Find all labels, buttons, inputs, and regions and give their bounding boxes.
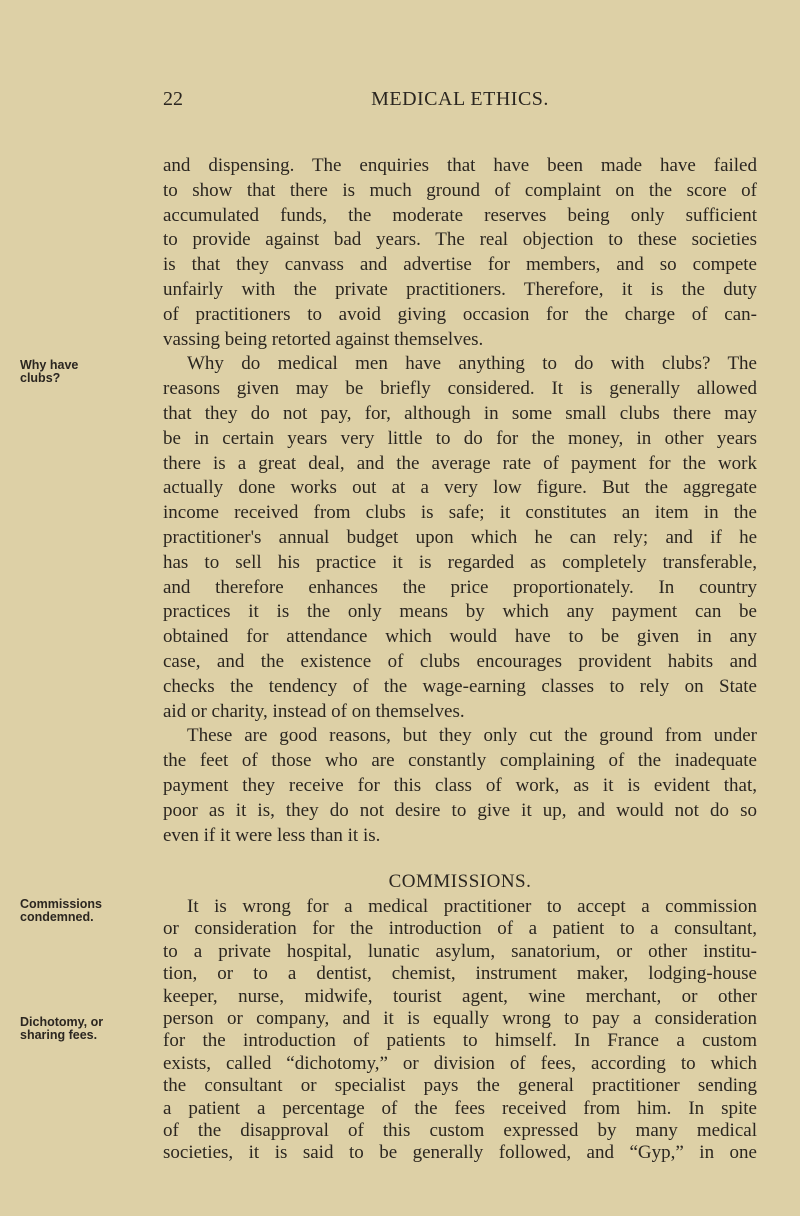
text-line: is that they canvass and advertise for members, and so compete [163, 254, 757, 276]
text-line: that they do not pay, for, although in some small clubs there may [163, 402, 757, 424]
text-line: It is wrong for a medical practitioner to accept a commission [187, 896, 757, 917]
text-line: income received from clubs is safe; it constitutes an item in the [163, 502, 757, 524]
text-line: person or company, and it is equally wrong to pay a consideration [163, 1007, 757, 1029]
text-line: These are good reasons, but they only cut the ground from under [187, 725, 757, 747]
running-title: MEDICAL ETHICS. [371, 88, 549, 110]
text-line: poor as it is, they do not desire to give it up, and would not do so [163, 799, 757, 821]
text-line: obtained for attendance which would have to be given in any [163, 626, 757, 648]
body-text-block-1 [163, 154, 757, 848]
text-line: payment they receive for this class of work, as it is evident that, [163, 774, 757, 796]
text-line: Why do medical men have anything to do with clubs? The [187, 353, 757, 375]
text-line: even if it were less than it is. [163, 824, 381, 846]
margin-note-commissions-condemned: Commissions condemned. [20, 897, 102, 924]
text-line: be in certain years very little to do for the money, in other years [163, 427, 757, 449]
text-line: of the disapproval of this custom expressed by many medical [163, 1119, 757, 1141]
text-line: there is a great deal, and the average rate of payment for the work [163, 452, 757, 474]
text-line: accumulated funds, the moderate reserves being only sufficient [163, 204, 757, 226]
text-line: exists, called “dichotomy,” or division of fees, according to which [163, 1052, 757, 1074]
text-line: and dispensing. The enquiries that have been made have failed [163, 155, 757, 176]
text-line: reasons given may be briefly considered. It is generally allowed [163, 378, 757, 400]
running-header [163, 88, 757, 114]
text-line: aid or charity, instead of on themselves. [163, 700, 465, 722]
text-line: practitioner's annual budget upon which he can rely; and if he [163, 526, 757, 548]
text-line: the consultant or specialist pays the general practitioner sending [163, 1075, 757, 1097]
text-line: of practitioners to avoid giving occasion for the charge of can- [163, 303, 757, 325]
margin-note-why-have-clubs: Why have clubs? [20, 358, 79, 385]
page-number: 22 [163, 88, 183, 110]
section-heading-wrap [163, 870, 757, 895]
text-line: vassing being retorted against themselves. [163, 328, 484, 350]
text-line: case, and the existence of clubs encourages provident habits and [163, 650, 757, 672]
text-line: practices it is the only means by which any payment can be [163, 601, 757, 623]
text-line: checks the tendency of the wage-earning classes to rely on State [163, 675, 757, 697]
text-line: societies, it is said to be generally followed, and “Gyp,” in one [163, 1142, 757, 1164]
text-line: has to sell his practice it is regarded as completely transferable, [163, 551, 757, 573]
margin-note-dichotomy: Dichotomy, or sharing fees. [20, 1015, 104, 1042]
text-line: and therefore enhances the price proportionately. In country [163, 576, 757, 598]
text-line: to show that there is much ground of complaint on the score of [163, 179, 757, 201]
text-line: a patient a percentage of the fees received from him. In spite [163, 1097, 757, 1119]
text-line: for the introduction of patients to himself. In France a custom [163, 1030, 757, 1052]
text-line: to a private hospital, lunatic asylum, sanatorium, or other institu- [163, 940, 757, 962]
text-line: unfairly with the private practitioners. Therefore, it is the duty [163, 278, 757, 300]
text-line: or consideration for the introduction of a patient to a consultant, [163, 918, 757, 940]
body-text-block-2 [163, 896, 757, 1165]
text-line: keeper, nurse, midwife, tourist agent, wine merchant, or other [163, 985, 757, 1007]
text-line: the feet of those who are constantly complaining of the inadequate [163, 750, 757, 772]
text-line: tion, or to a dentist, chemist, instrument maker, lodging-house [163, 963, 757, 985]
section-heading: COMMISSIONS. [388, 871, 532, 892]
text-line: to provide against bad years. The real objection to these societies [163, 229, 757, 251]
text-line: actually done works out at a very low figure. But the aggregate [163, 477, 757, 499]
